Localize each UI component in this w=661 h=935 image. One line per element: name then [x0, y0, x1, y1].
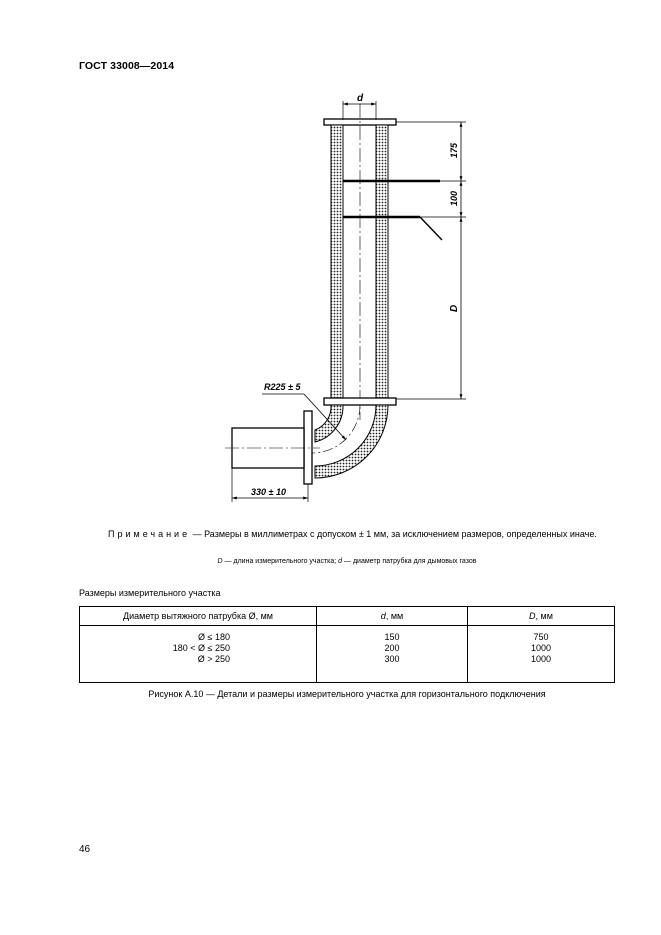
table-title: Размеры измерительного участка [79, 588, 221, 598]
page-number: 46 [79, 844, 91, 855]
table-row [80, 626, 615, 683]
d-value: 150 [384, 632, 400, 642]
legend-d-symbol: d [338, 558, 343, 565]
header-d: d, мм [317, 607, 468, 626]
legend-D-text: — длина измерительного участка; [222, 558, 339, 565]
dim-330-label: 330 ± 10 [251, 487, 286, 497]
note-paragraph [79, 527, 615, 541]
header-diameter: Диаметр вытяжного патрубка Ø, мм [80, 607, 317, 626]
cell-ranges [80, 626, 317, 683]
range-value: 180 < Ø ≤ 250 [172, 643, 230, 653]
range-value: Ø ≤ 180 [198, 632, 230, 642]
middle-flange [324, 398, 396, 405]
cell-d-values [317, 626, 468, 683]
legend-d-text: — диаметр патрубка для дымовых газов [342, 558, 477, 565]
pipe-wall-right [376, 125, 388, 398]
legend-D-symbol: D [217, 558, 223, 565]
document-header: ГОСТ 33008—2014 [79, 60, 175, 72]
cell-D-values [468, 626, 615, 683]
label-D: D [449, 304, 460, 312]
side-flange [304, 411, 312, 484]
elbow-outer [315, 405, 388, 478]
note-text: — Размеры в миллиметрах с допуском ± 1 мм, за исключением размеров, определенных иначе. [190, 529, 597, 539]
radius-label: R225 ± 5 [264, 382, 301, 392]
d-value: 300 [384, 654, 400, 664]
d-value: 200 [384, 643, 400, 653]
D-value: 1000 [530, 654, 552, 664]
pipe-wall-left [331, 125, 343, 398]
note-prefix: Примечание [108, 529, 191, 539]
dimensions-table [79, 606, 615, 683]
figure-caption: Рисунок А.10 — Детали и размеры измерительного участка для горизонтального подключения [148, 689, 546, 699]
dim-100-label: 100 [449, 190, 459, 206]
symbol-legend [79, 558, 615, 565]
range-value: Ø > 250 [197, 654, 230, 664]
dim-175-label: 175 [449, 142, 459, 158]
D-value: 750 [533, 632, 549, 642]
label-d: d [357, 93, 364, 104]
D-value: 1000 [530, 643, 552, 653]
header-D: D, мм [468, 607, 615, 626]
table-header-row [80, 607, 615, 626]
